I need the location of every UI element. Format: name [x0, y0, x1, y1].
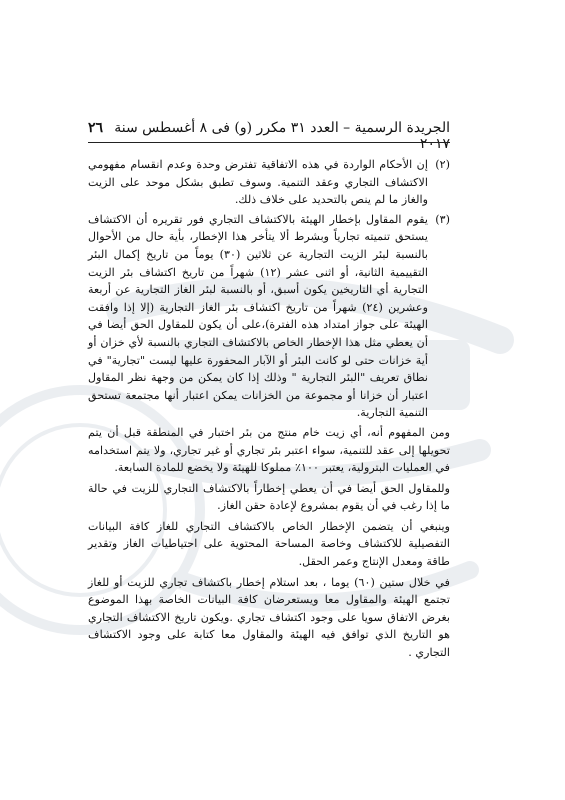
paragraph-gas-notice-contents: وينبغي أن يتضمن الإخطار الخاص بالاكتشاف التجاري للغاز كافة البيانات التفصيلية للاكتشاف وخاصة المساحة المحتوية على احتياطيات الغاز وتقدير طاقة ومعدل الإنتاج وعمر الحقل. — [88, 519, 450, 569]
clause-text: يقوم المقاول بإخطار الهيئة بالاكتشاف التجاري فور تقريره أن الاكتشاف يستحق تنميته تجارياً وبشرط ألا يتأخر هذا الإخطار، بأية حال من الأحوال بالنسبة لبئر الزيت التجارية عن ثلاثين (٣٠) يوماً من تاريخ إكمال البئر التقييمية الثانية، أو اثنى عشر (١٢) شهراً من تاريخ اكتشاف بئر الزيت التجارية أي التاريخين يكون أسبق، أو بالنسبة لبئر الغاز التجارية عن أربعة وعشرين (٢٤) شهراً من تاريخ اكتشاف بئر الغاز التجارية (إلا إذا وافقت الهيئة على جواز امتداد هذه الفترة)،على أن يكون للمقاول الحق أيضا في أن يعطي مثل هذا الإخطار الخاص بالاكتشاف التجاري بالنسبة لأي خزان أو أية خزانات حتى لو كانت البئر أو الآبار المحفورة عليها ليست "تجارية" في نطاق تعريف "البئر التجارية " وذلك إذا كان يمكن من وجهة نظر المقاول اعتبار أن خزانا أو مجموعة من الخزانات يمكن اعتبار أنها مجتمعة تستحق التنمية التجارية. — [88, 212, 429, 420]
clause-3 — [88, 211, 450, 422]
paragraph-sixty-days-meeting: في خلال ستين (٦٠) يوما ، بعد استلام إخطار باكتشاف تجاري للزيت أو للغاز تجتمع الهيئة والمقاول معا ويستعرضان كافة البيانات الخاصة بهذا الموضوع بغرض الاتفاق سويا على وجود اكتشاف تجاري .ويكون تاريخ الاكتشاف التجاري هو التاريخ الذي توافق فيه الهيئة والمقاول معا كتابة على وجود الاكتشاف التجاري . — [88, 575, 450, 660]
clause-number: (٣) — [435, 212, 450, 226]
page-number: ٢٦ — [88, 120, 104, 136]
clause-2 — [88, 156, 450, 209]
clause-text: إن الأحكام الواردة في هذه الاتفاقية تفترض وحدة وعدم انقسام مفهومي الاكتشاف التجاري وعقد التنمية. وسوف تطبق بشكل موحد على الزيت والغاز ما لم ينص بالتحديد على خلاف ذلك. — [88, 158, 428, 207]
page-header — [88, 120, 450, 152]
paragraph-crude-ownership: ومن المفهوم أنه، أي زيت خام منتج من بئر اختبار في المنطقة قبل أن يتم تحويلها إلى عقد للتنمية، سواء اعتبر بئر تجاري أو غير تجاري، ولا يتم استخدامه في العمليات البترولية، يعتبر ١٠٠٪ مملوكا للهيئة ولا يخضع للمادة السابعة. — [88, 425, 450, 475]
gazette-title: الجريدة الرسمية – العدد ٣١ مكرر (و) فى ٨ أغسطس سنة ٢٠١٧ — [114, 120, 450, 152]
body-text — [88, 156, 450, 665]
paragraph-gas-reinjection: وللمقاول الحق أيضا في أن يعطي إخطاراً بالاكتشاف التجاري للزيت في حالة ما إذا رغب في أن يقوم بمشروع لإعادة حقن الغاز. — [88, 481, 450, 513]
clause-number: (٢) — [435, 158, 450, 171]
header-rule — [88, 142, 450, 143]
